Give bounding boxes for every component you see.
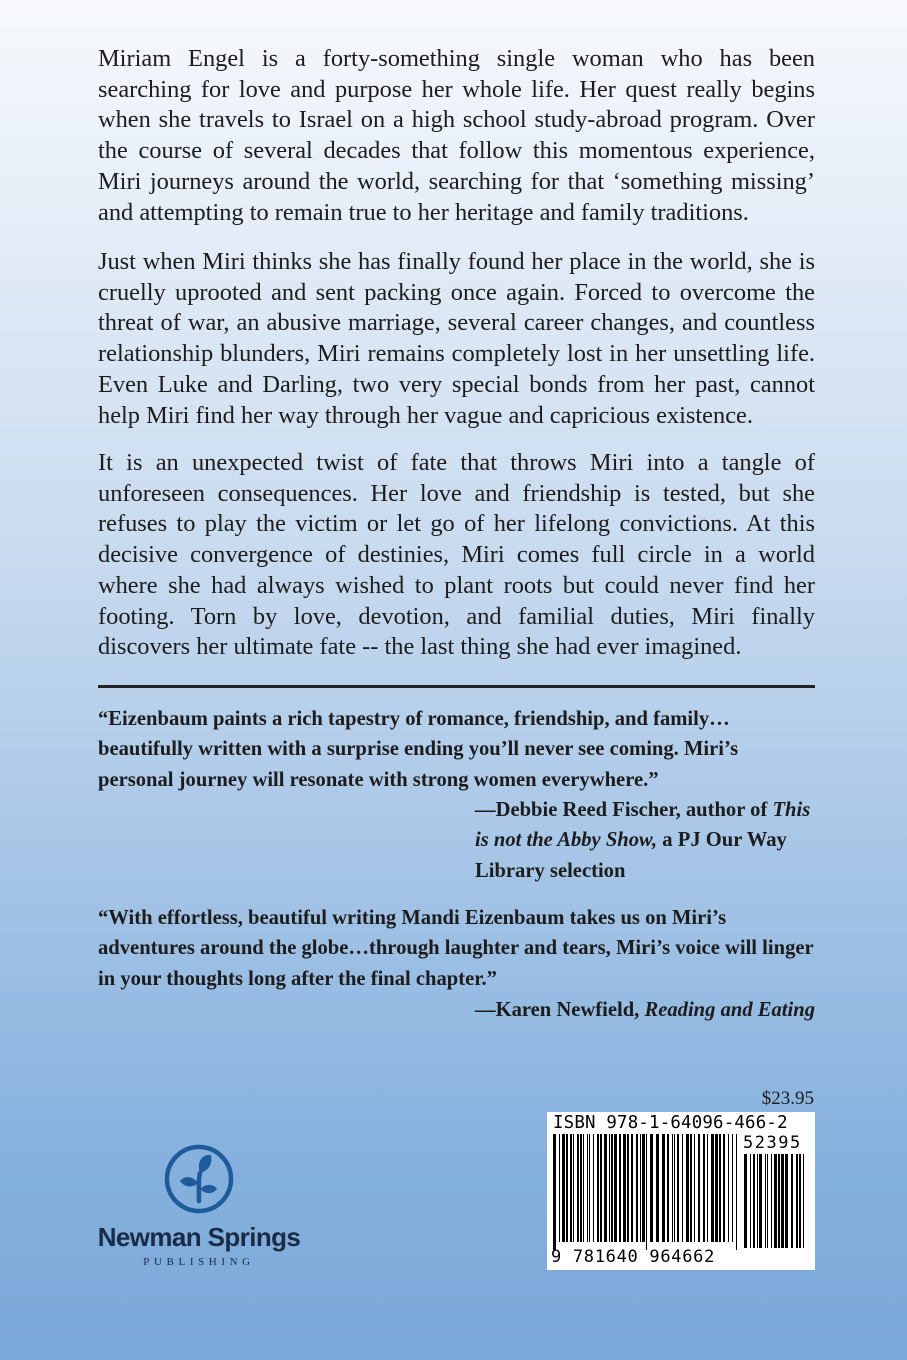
publisher-logo (93, 1143, 305, 1273)
blurb-paragraph-1: Miriam Engel is a forty-something single woman who has been searching for love and purpose her whole life. Her quest really begins when she travels to Israel on a high school study-abroad program. Over the course of several decades that follow this momentous experience, Miri journeys around the world, searching for that ‘something missing’ and attempting to remain true to her heritage and family traditions. (98, 45, 815, 226)
section-divider (98, 685, 815, 688)
blurb-paragraph-3: It is an unexpected twist of fate that throws Miri into a tangle of unforeseen consequences. Her love and friendship is tested, but she refuses to play the victim or let go of her lifelong convictions. At this decisive convergence of destinies, Miri comes full circle in a world where she had always wished to plant roots but could never find her footing. Torn by love, devotion, and familial duties, Miri finally discovers her ultimate fate -- the last thing she had ever imagined. (98, 449, 815, 661)
barcode-bars (553, 1134, 739, 1252)
publisher-name: Newman Springs (97, 1222, 301, 1252)
price-label: $23.95 (761, 1088, 814, 1109)
barcode-addon-bars (744, 1154, 808, 1250)
review-attribution-1: —Debbie Reed Fischer, author of This is not the Abby Show, a PJ Our Way Library selection (475, 799, 811, 882)
publisher-subtitle: PUBLISHING (143, 1256, 255, 1268)
isbn-barcode (547, 1112, 815, 1270)
review-quote-2: “With effortless, beautiful writing Mandi Eizenbaum takes us on Miri’s adventures around the globe…through laughter and tears, Miri’s voice will linger in your thoughts long after the final chapter.” (98, 907, 814, 990)
review-attribution-2: —Karen Newfield, Reading and Eating (474, 999, 815, 1021)
isbn-label: ISBN 978-1-64096-466-2 (553, 1113, 788, 1133)
barcode-digits: 9 781640 964662 (551, 1247, 716, 1267)
blurb-paragraph-2: Just when Miri thinks she has finally found her place in the world, she is cruelly uprooted and sent packing once again. Forced to overcome the threat of war, an abusive marriage, several career changes, and countless relationship blunders, Miri remains completely lost in her unsettling life. Even Luke and Darling, two very special bonds from her past, cannot help Miri find her way through her vague and capricious existence. (98, 248, 815, 429)
barcode-addon-digits: 52395 (743, 1133, 802, 1153)
review-quote-1: “Eizenbaum paints a rich tapestry of romance, friendship, and family…beautifully written with a surprise ending you’ll never see coming. Miri’s personal journey will resonate with strong women everywhere.” (98, 708, 739, 791)
sprout-logo-icon (163, 1143, 235, 1215)
